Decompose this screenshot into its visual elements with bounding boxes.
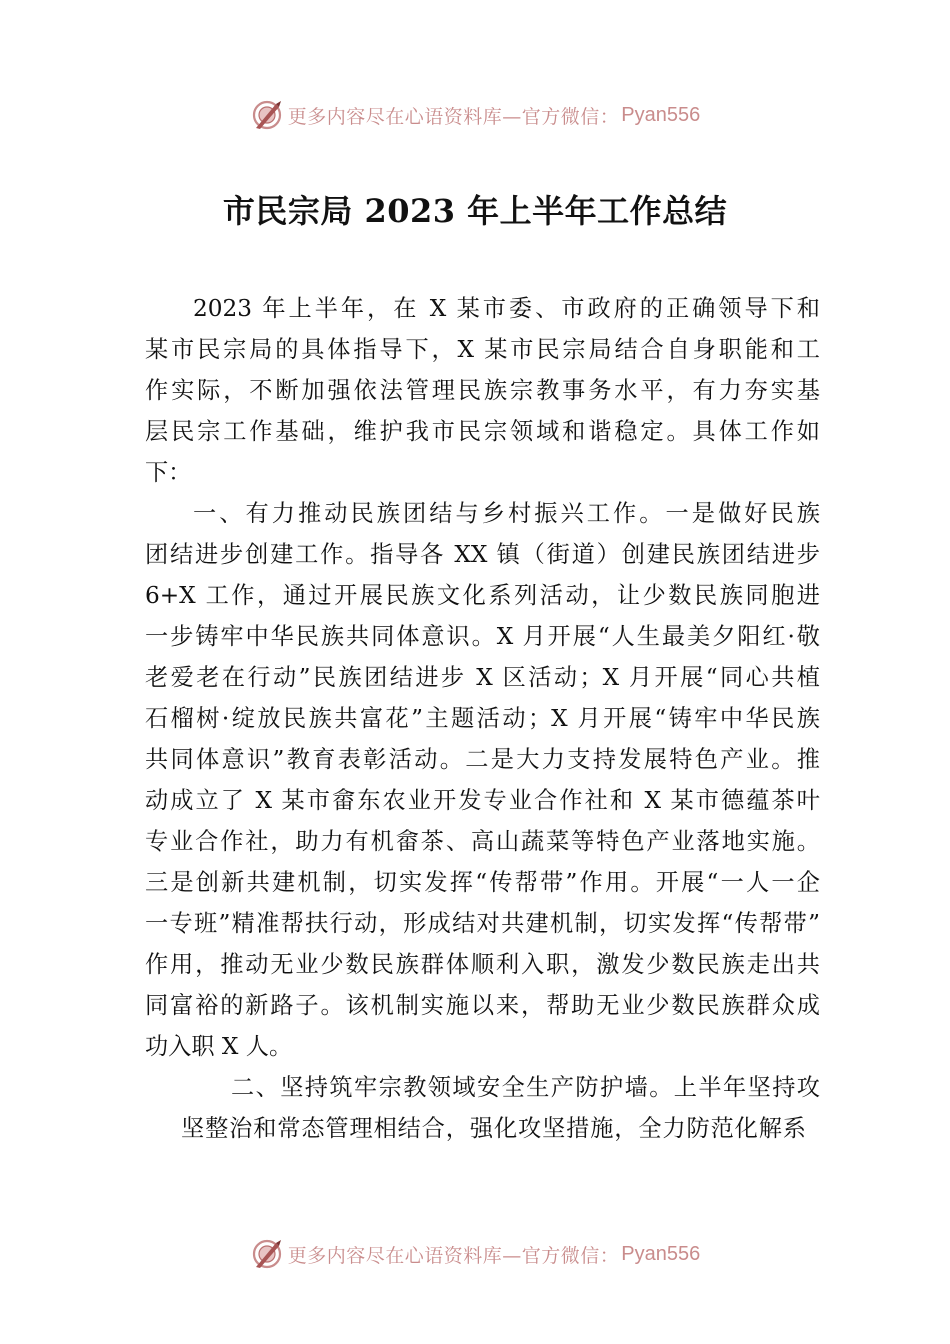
paragraph-line: 专业合作社，助力有机畲茶、高山蔬菜等特色产业落地实施。: [145, 828, 820, 855]
footer-watermark: [0, 1234, 950, 1274]
paragraph-line: 功入职 X 人。: [145, 1033, 293, 1060]
paragraph-line: 下：: [145, 459, 192, 486]
paragraph-line: 层民宗工作基础，维护我市民宗领域和谐稳定。具体工作如: [145, 418, 820, 445]
watermark-text: 更多内容尽在心语资料库—官方微信：: [287, 1244, 620, 1267]
paragraph-line: 团结进步创建工作。指导各 XX 镇（街道）创建民族团结进步: [145, 541, 820, 568]
document-body: [145, 288, 820, 1149]
page-title: 市民宗局 2023 年上半年工作总结: [222, 192, 728, 230]
paragraph-line: 一、有力推动民族团结与乡村振兴工作。一是做好民族: [193, 500, 820, 527]
quill-seal-icon: [250, 98, 284, 132]
paragraph-line: 6+X 工作，通过开展民族文化系列活动，让少数民族同胞进: [145, 582, 820, 609]
paragraph-line: 三是创新共建机制，切实发挥“传帮带”作用。开展“一人一企: [145, 869, 820, 896]
paragraph-line: 一步铸牢中华民族共同体意识。X 月开展“人生最美夕阳红·敬: [145, 623, 820, 650]
watermark-text: 更多内容尽在心语资料库—官方微信：: [287, 105, 620, 128]
watermark-wechat-id: Pyan556: [621, 1242, 701, 1265]
paragraph-line: 一专班”精准帮扶行动，形成结对共建机制，切实发挥“传帮带”: [145, 910, 820, 937]
watermark-wechat-id: Pyan556: [621, 103, 701, 126]
paragraph-line: 某市民宗局的具体指导下，X 某市民宗局结合自身职能和工: [145, 336, 820, 363]
paragraph-line: 共同体意识”教育表彰活动。二是大力支持发展特色产业。推: [145, 746, 820, 773]
paragraph-line: 作用，推动无业少数民族群体顺利入职，激发少数民族走出共: [145, 951, 820, 978]
paragraph-line: 石榴树·绽放民族共富花”主题活动；X 月开展“铸牢中华民族: [145, 705, 820, 732]
paragraph-line: 老爱老在行动”民族团结进步 X 区活动；X 月开展“同心共植: [145, 664, 820, 691]
paragraph-line: 坚整治和常态管理相结合，强化攻坚措施，全力防范化解系: [181, 1115, 806, 1142]
paragraph-line: 同富裕的新路子。该机制实施以来，帮助无业少数民族群众成: [145, 992, 820, 1019]
paragraph-line: 作实际，不断加强依法管理民族宗教事务水平，有力夯实基: [145, 377, 820, 404]
header-watermark: [0, 95, 950, 135]
quill-seal-icon: [250, 1237, 284, 1271]
paragraph-line: 二、坚持筑牢宗教领域安全生产防护墙。上半年坚持攻: [231, 1074, 820, 1101]
paragraph-line: 2023 年上半年，在 X 某市委、市政府的正确领导下和: [193, 295, 820, 322]
paragraph-line: 动成立了 X 某市畲东农业开发专业合作社和 X 某市德蕴茶叶: [145, 787, 820, 814]
